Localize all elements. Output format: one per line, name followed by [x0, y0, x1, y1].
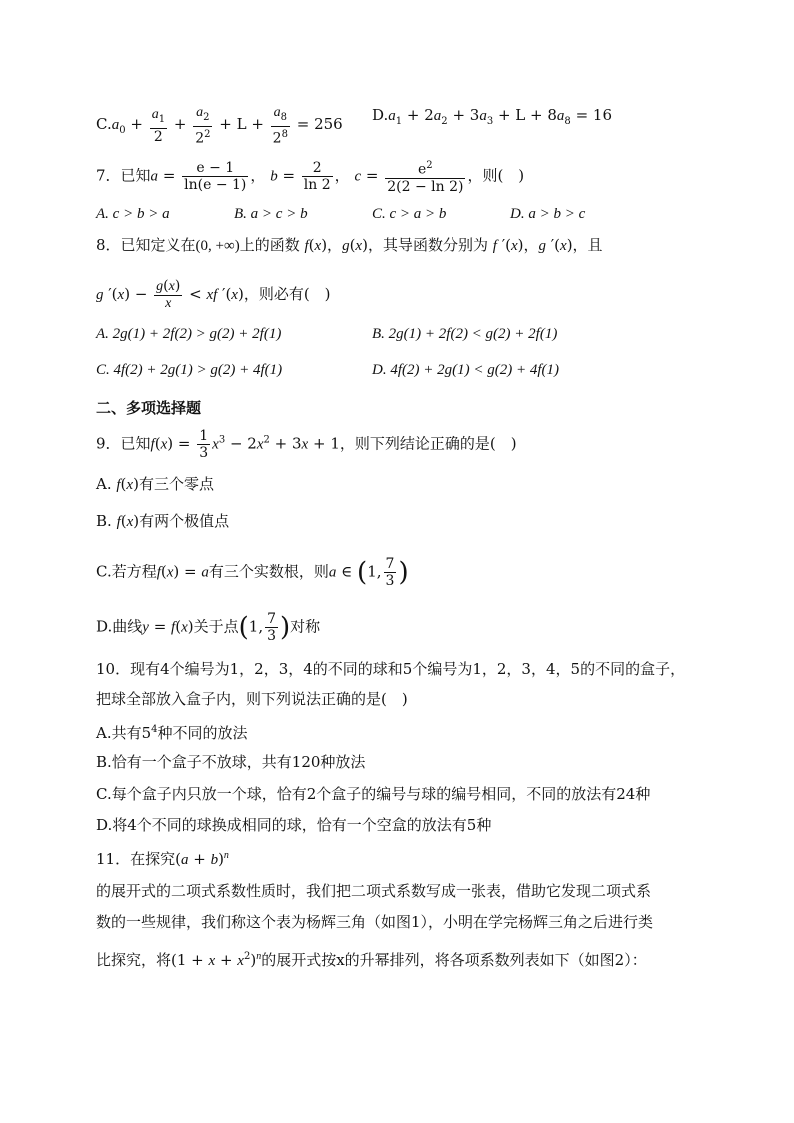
q6-option-d[interactable]: $D.a_1 + 2a_2 + 3a_3 + L + 8a_8 = 16$: [372, 106, 613, 127]
question-11-stem-line3: 数的一些规律，我们称这个表为杨辉三角（如图1），小明在学完杨辉三角之后进行类: [96, 913, 654, 931]
q8-option-a[interactable]: A. 2g(1) + 2f(2) > g(2) + 2f(1): [96, 326, 282, 342]
question-8-stem-line2: g ′(x) − $\frac{g(x)}{x}$ < xf ′(x)，则必有( ): [96, 278, 331, 311]
q10-option-a[interactable]: A.共有$5^4$种不同的放法: [96, 724, 248, 742]
question-10-stem-line2: 把球全部放入盒子内，则下列说法正确的是( ): [96, 690, 408, 708]
q10-option-c[interactable]: C.每个盒子内只放一个球，恰有2个盒子的编号与球的编号相同，不同的放法有24种: [96, 785, 651, 803]
q10-option-d[interactable]: D.将4个不同的球换成相同的球，恰有一个空盒的放法有5种: [96, 816, 492, 834]
q9-option-c[interactable]: C.若方程f(x) = a有三个实数根，则a ∈ (1, $\frac{7}{3}$ ): [96, 556, 409, 589]
question-10-stem-line1: 10．现有4个编号为1，2，3，4的不同的球和5个编号为1，2，3，4，5的不同的盒子，: [96, 660, 686, 678]
q7-option-c[interactable]: C. c > a > b: [372, 206, 447, 222]
q8-option-c[interactable]: C. 4f(2) + 2g(1) > g(2) + 4f(1): [96, 362, 283, 378]
q9-option-b[interactable]: B. f(x)有两个极值点: [96, 512, 230, 530]
q7-option-d[interactable]: D. a > b > c: [510, 206, 586, 222]
q7-option-b[interactable]: B. a > c > b: [234, 206, 308, 222]
q8-option-b[interactable]: B. 2g(1) + 2f(2) < g(2) + 2f(1): [372, 326, 558, 342]
question-11-stem-line1: 11．在探究$(a + b)^n$: [96, 850, 229, 868]
q8-option-d[interactable]: D. 4f(2) + 2g(1) < g(2) + 4f(1): [372, 362, 559, 378]
question-11-stem-line2: 的展开式的二项式系数性质时，我们把二项式系数写成一张表，借助它发现二项式系: [96, 882, 652, 900]
section-title: 二、多项选择题: [96, 399, 202, 417]
q10-option-b[interactable]: B.恰有一个盒子不放球，共有120种放法: [96, 753, 366, 771]
q9-option-a[interactable]: A. f(x)有三个零点: [96, 475, 214, 493]
q9-option-d[interactable]: D.曲线y = f(x)关于点(1, $\frac{7}{3}$ )对称: [96, 611, 321, 644]
question-8-stem-line1: 8．已知定义在(0, +∞)上的函数 f(x)，g(x)，其导函数分别为 f ′(x)，g ′(x)，且: [96, 236, 603, 254]
question-11-stem-line4: 比探究，将$(1 + x + x^2)^n$的展开式按x的升幂排列，将各项系数列表如下（如图2）：: [96, 951, 647, 969]
question-9-stem: 9．已知f(x) = $\frac{1}{3}$ $x^3 - 2x^2 + 3x + 1$，则下列结论正确的是( ): [96, 428, 517, 461]
question-7-stem: 7．已知a = $\frac{e - 1}{\ln(e - 1)}$ ， b = $\frac{2}{\ln 2}$ ， c = $\frac{e^2}{2(2 - \ln 2)}$ ，则( ): [96, 159, 525, 195]
q6-option-c[interactable]: $C.a_0$ + $\frac{a_1}{2}$ + $\frac{a_2}{2^2}$ + L + $\frac{a_8}{2^8}$ = 256: [96, 105, 343, 147]
q7-option-a[interactable]: A. c > b > a: [96, 206, 170, 222]
